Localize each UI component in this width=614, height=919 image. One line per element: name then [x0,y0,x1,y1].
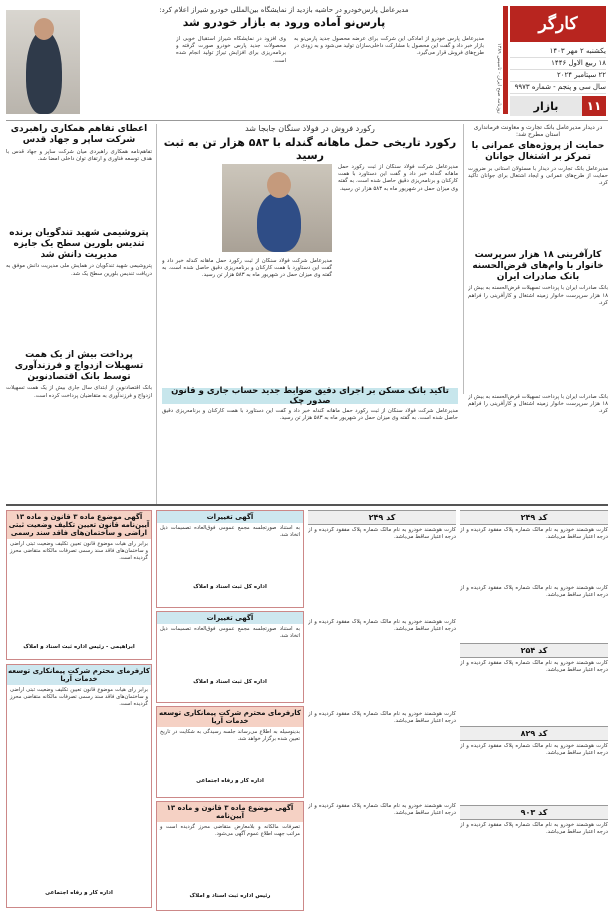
story-petrochemical [6,228,152,346]
ad-body: به استناد صورتجلسه مجمع عمومی فوق‌العاده تصمیمات ذیل اتخاذ شد. [160,626,300,639]
story-2-kicker: در دیدار مدیرعامل بانک تجارت و معاونت فرمانداری استان مطرح شد: [473,124,603,138]
ad-title: آگهی تغییرات [157,511,303,523]
ad-title: کارفرمای محترم شرکت پیمانکاری توسعه خدمات آریا [157,707,303,727]
ad-box [156,611,304,703]
classifieds-col-3 [156,510,304,910]
top-divider [6,120,608,121]
ad-box [6,510,152,660]
ad-footer: رئیس اداره ثبت اسناد و املاک [189,893,271,899]
story-2-body: مدیرعامل بانک تجارت در دیدار با مسئولان استانی بر ضرورت حمایت از طرح‌های عمرانی و ایجاد اشتغال برای جوانان تأکید کرد. [468,165,608,186]
ad-body: به استناد صورتجلسه مجمع عمومی فوق‌العاده تصمیمات ذیل اتخاذ شد. [160,525,300,538]
classified-code-4: کد ۹۰۳ [460,805,608,820]
date-hijri: ۱۸ ربیع الاول ۱۴۴۶ [510,58,606,70]
ad-title: آگهی تغییرات [157,612,303,624]
masthead-red-strip [503,6,508,114]
ad-body: بدینوسیله به اطلاع می‌رساند جلسه رسیدگی به شکایت در تاریخ تعیین شده برگزار خواهد شد. [160,729,300,742]
section-name: بازار [510,96,582,116]
masthead-side-text: روزنامه صبح ایران - تاسیس ۱۳۸۹ [496,43,502,114]
page-number: ۱۱ [582,96,606,116]
classified-code-3: کد ۸۲۹ [460,726,608,741]
story-eghtesad-novin [6,350,152,504]
top-story-body-1: مدیرعامل پارس خودرو از آمادگی این شرکت برای عرضه محصول جدید پارس‌نو به بازار خبر داد و گفت این محصول با مشارکت داخلی‌سازان تولید می‌شود و به زودی در طرح‌های فروش قرار می‌گیرد. [294,36,484,57]
ad-footer: اداره کار و رفاه اجتماعی [45,890,113,896]
ad-footer: اداره کل ثبت اسناد و املاک [193,584,267,590]
ad-box [156,510,304,608]
ad-title: کارفرمای محترم شرکت پیمانکاری توسعه خدمات آریا [8,667,150,683]
top-story-body-2: وی افزود در نمایشگاه شیراز استقبال خوبی از محصولات جدید پارس خودرو صورت گرفته و برنامه‌ریزی برای افزایش تیراژ تولید انجام شده است. [176,36,286,64]
date-shamsi: یکشنبه ۲ مهر ۱۴۰۳ [510,46,606,58]
classified-item: کارت هوشمند خودرو به نام مالک شماره پلاک مفقود گردیده و از درجه اعتبار ساقط می‌باشد. [460,660,608,674]
classifieds-col-2 [308,510,456,910]
story-3-kicker: رکورد فروش در فولاد سنگان جابجا شد [245,124,375,133]
ad-title: آگهی موضوع ماده ۳ قانون و ماده ۱۳ آیین‌نامه قانون تعیین تکلیف وضعیت ثبتی اراضی و ساختمان‌های فاقد سند رسمی [8,513,150,537]
banner-story-body: مدیرعامل شرکت فولاد سنگان از ثبت رکورد حمل ماهانه گندله خبر داد و گفت این دستاورد با همت کارکنان و برنامه‌ریزی دقیق حاصل شده است. به گفته وی میزان حمل در شهریور ماه به ۵۸۳ هزار تن رسید. [162,408,458,422]
ad-body: برابر رای هیات موضوع قانون تعیین تکلیف وضعیت ثبتی اراضی و ساختمان‌های فاقد سند رسمی تصرفات مالکانه متقاضی محرز گردیده است. [10,687,148,707]
story-7-body: بانک اقتصادنوین از ابتدای سال جاری بیش از یک همت تسهیلات ازدواج و فرزندآوری به متقاضیان پرداخت کرده است. [6,385,152,399]
issue-number: سال سی و پنجم - شماره ۹۹۷۳ [510,82,606,94]
masthead [510,6,606,114]
story-6-headline: پتروشیمی شهید تندگویان برنده تندیس بلورین سطح یک جایزه مدیریت دانش شد [9,228,149,260]
story-sangan-steel [162,124,458,384]
classified-code-2: کد ۲۵۴ [460,643,608,658]
ad-footer: اداره کار و رفاه اجتماعی [196,778,264,784]
story-7-headline: پرداخت بیش از یک همت تسهیلات ازدواج و فرزندآوری توسط بانک اقتصادنوین [14,350,144,382]
top-story-headline: پارس‌نو آماده ورود به بازار خودرو شد [182,16,386,29]
ad-body: برابر رای هیات موضوع قانون تعیین تکلیف وضعیت ثبتی اراضی و ساختمان‌های فاقد سند رسمی تصرفات مالکانه متقاضی محرز گردیده است. [10,541,148,561]
story-4-headline: کارآفرینی ۱۸ هزار سرپرست خانوار با وام‌های قرض‌الحسنه بانک صادرات ایران [472,250,604,282]
maskan-bank-banner: تاکید بانک مسکن بر اجرای دقیق ضوابط جدید حساب جاری و قانون صدور چک [162,388,458,404]
date-gregorian: ۲۲ سپتامبر ۲۰۲۴ [510,70,606,82]
classifieds-col-right [460,510,608,910]
person-head [34,18,54,40]
story-3-photo [222,164,332,252]
man-head [267,172,291,198]
column-rule-1 [463,124,464,394]
ad-footer: اداره کل ثبت اسناد و املاک [193,679,267,685]
top-story-kicker: مدیرعامل پارس‌خودرو در حاشیه بازدید از نمایشگاه بین‌المللی خودرو شیراز اعلام کرد: [159,6,409,14]
ad-box [156,801,304,911]
classified-item: کارت هوشمند خودرو به نام مالک شماره پلاک مفقود گردیده و از درجه اعتبار ساقط می‌باشد. [308,619,456,633]
classifieds-col-left [6,510,152,910]
story-6-body: پتروشیمی شهید تندگویان در همایش ملی مدیریت دانش موفق به دریافت تندیس بلورین سطح یک شد. [6,263,152,277]
classified-item: کارت هوشمند خودرو به نام مالک شماره پلاک مفقود گردیده و از درجه اعتبار ساقط می‌باشد. [308,711,456,725]
story-4-body: بانک صادرات ایران با پرداخت تسهیلات قرض‌الحسنه به بیش از ۱۸ هزار سرپرست خانوار زمینه اشتغال و کارآفرینی را فراهم کرد. [468,285,608,306]
story-saderat-bank [468,250,608,390]
ad-box [156,706,304,798]
story-3-headline: رکورد تاریخی حمل ماهانه گندله با ۵۸۳ هزار تن به ثبت رسید [163,136,457,163]
classified-item: کارت هوشمند خودرو به نام مالک شماره پلاک مفقود گردیده و از درجه اعتبار ساقط می‌باشد. [460,527,608,541]
story-5-body: تفاهم‌نامه همکاری راهبردی میان شرکت ساپر و جهاد قدس با هدف توسعه فناوری و ارتقای توان داخلی امضا شد. [6,148,152,162]
masthead-date-block [510,46,606,94]
story-3-body-cont: مدیرعامل شرکت فولاد سنگان از ثبت رکورد حمل ماهانه گندله خبر داد و گفت این دستاورد با همت کارکنان و برنامه‌ریزی دقیق حاصل شده است. به گفته وی میزان حمل در شهریور ماه به ۵۸۳ هزار تن رسید. [162,258,332,279]
classified-item: کارت هوشمند خودرو به نام مالک شماره پلاک مفقود گردیده و از درجه اعتبار ساقط می‌باشد. [460,822,608,836]
top-story-photo [6,10,80,114]
newspaper-logo: کارگر [510,6,606,42]
classified-item: کارت هوشمند خودرو به نام مالک شماره پلاک مفقود گردیده و از درجه اعتبار ساقط می‌باشد. [460,743,608,757]
top-story [84,6,484,118]
ad-body: تصرفات مالکانه و بلامعارض متقاضی محرز گردیده است و مراتب جهت اطلاع عموم آگهی می‌شود. [160,824,300,837]
story-saper [6,124,152,224]
man-figure [257,192,301,252]
story-trade-bank [468,124,608,244]
ad-box [6,664,152,908]
column-rule-2 [156,124,157,504]
classified-code-1: کد ۲۴۹ [460,510,608,525]
story-2-headline: حمایت از پروژه‌های عمرانی با تمرکز بر اشتغال جوانان [471,141,605,162]
classified-item: کارت هوشمند خودرو به نام مالک شماره پلاک مفقود گردیده و از درجه اعتبار ساقط می‌باشد. [308,527,456,541]
right-lower-body: بانک صادرات ایران با پرداخت تسهیلات قرض‌الحسنه به بیش از ۱۸ هزار سرپرست خانوار زمینه اشتغال و کارآفرینی را فراهم کرد. [468,394,608,415]
classifieds-divider [6,504,608,506]
person-figure [26,30,62,114]
ad-footer: ابراهیمی - رئیس اداره ثبت اسناد و املاک [23,644,135,650]
classified-code-5: کد ۲۴۹ [308,510,456,525]
classified-item: کارت هوشمند خودرو به نام مالک شماره پلاک مفقود گردیده و از درجه اعتبار ساقط می‌باشد. [308,803,456,817]
page-label [510,96,606,116]
story-3-body: مدیرعامل شرکت فولاد سنگان از ثبت رکورد حمل ماهانه گندله خبر داد و گفت این دستاورد با همت کارکنان و برنامه‌ریزی دقیق حاصل شده است. به گفته وی میزان حمل در شهریور ماه به ۵۸۳ هزار تن رسید. [338,164,458,192]
ad-title: آگهی موضوع ماده ۳ قانون و ماده ۱۳ آیین‌نامه [157,802,303,822]
classified-item: کارت هوشمند خودرو به نام مالک شماره پلاک مفقود گردیده و از درجه اعتبار ساقط می‌باشد. [460,585,608,599]
story-5-headline: اعطای تفاهم همکاری راهبردی شرکت ساپر و جهاد قدس [10,124,148,145]
